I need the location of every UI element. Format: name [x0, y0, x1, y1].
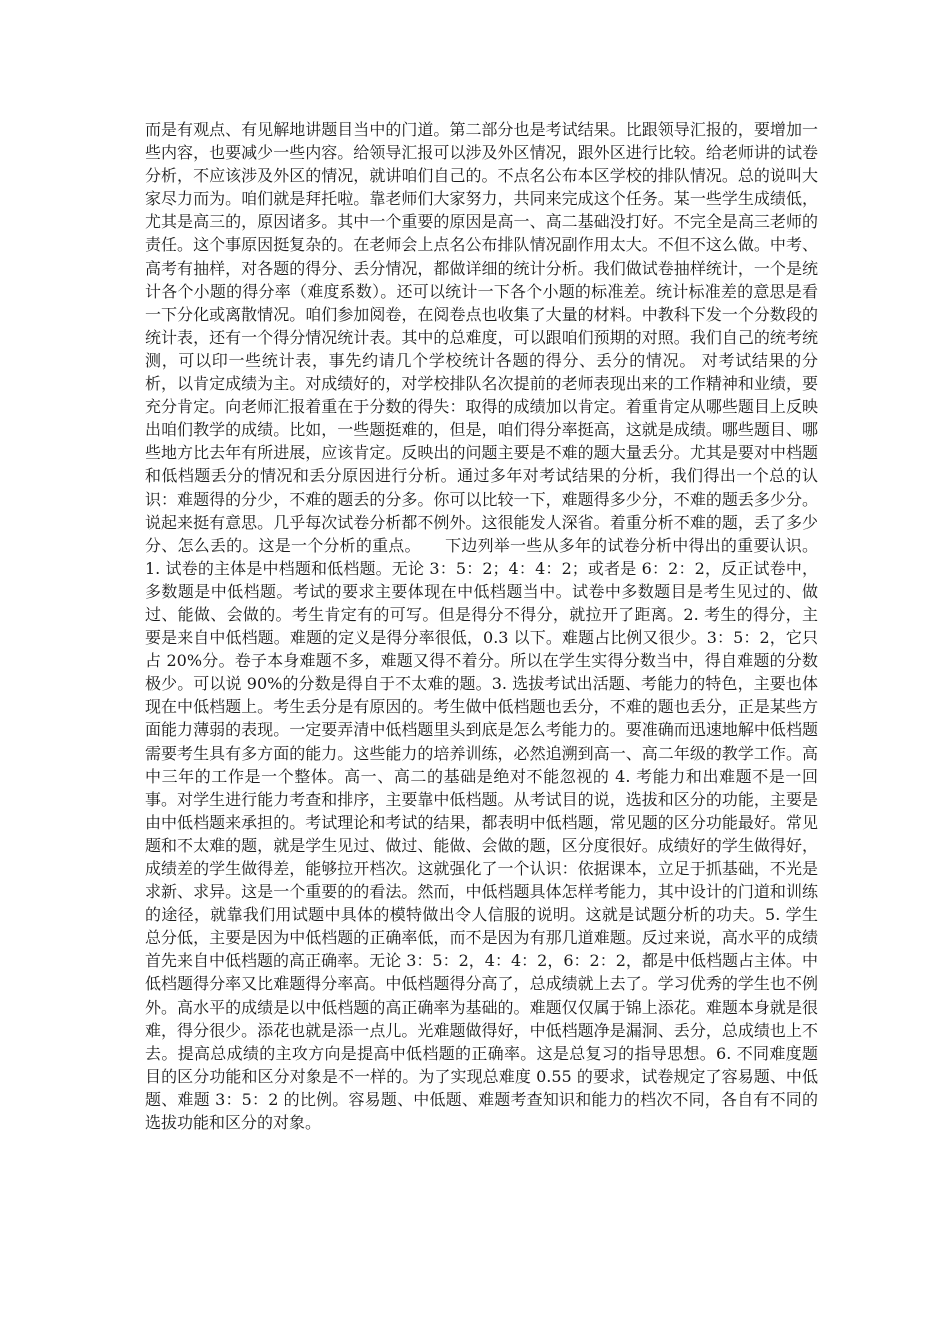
body-paragraph: 而是有观点、有见解地讲题目当中的门道。第二部分也是考试结果。比跟领导汇报的，要增加一些内容，也要减少一些内容。给领导汇报可以涉及外区情况，跟外区进行比较。给老师讲的试卷分析，不应该涉及外区的情况，就讲咱们自己的。不点名公布本区学校的排队情况。总的说叫大家尽力而为。咱们就是拜托啦。靠老师们大家努力，共同来完成这个任务。某一些学生成绩低，尤其是高三的，原因诸多。其中一个重要的原因是高一、高二基础没打好。不完全是高三老师的责任。这个事原因挺复杂的。在老师会上点名公布排队情况副作用太大。不但不这么做。中考、高考有抽样，对各题的得分、丢分情况，都做详细的统计分析。我们做试卷抽样统计，一个是统计各个小题的得分率（难度系数）。还可以统计一下各个小题的标准差。统计标准差的意思是看一下分化或离散情况。咱们参加阅卷，在阅卷点也收集了大量的材料。中教科下发一个分数段的统计表，还有一个得分情况统计表。其中的总难度，可以跟咱们预期的对照。我们自己的统考统测，可以印一些统计表，事先约请几个学校统计各题的得分、丢分的情况。 对考试结果的分析，以肯定成绩为主。对成绩好的，对学校排队名次提前的老师表现出来的工作精神和业绩，要充分肯定。向老师汇报着重在于分数的得失：取得的成绩加以肯定。着重肯定从哪些题目上反映出咱们教学的成绩。比如，一些题挺难的，但是，咱们得分率挺高，这就是成绩。哪些题目、哪些地方比去年有所进展，应该肯定。反映出的问题主要是不难的题大量丢分。尤其是要对中档题和低档题丢分的情况和丢分原因进行分析。通过多年对考试结果的分析，我们得出一个总的认识：难题得的分少，不难的题丢的分多。你可以比较一下，难题得多少分，不难的题丢多少分。说起来挺有意思。几乎每次试卷分析都不例外。这很能发人深省。着重分析不难的题，丢了多少分、怎么丢的。这是一个分析的重点。 下边列举一些从多年的试卷分析中得出的重要认识。1. 试卷的主体是中档题和低档题。无论 3：5：2；4：4：2；或者是 6：2：2，反正试卷中，多数题是中低档题。考试的要求主要体现在中低档题当中。试卷中多数题目是考生见过的、做过、能做、会做的。考生肯定有的可写。但是得分不得分，就拉开了距离。2. 考生的得分，主要是来自中低档题。难题的定义是得分率很低，0.3 以下。难题占比例又很少。3：5：2，它只占 20%分。卷子本身难题不多，难题又得不着分。所以在学生实得分数当中，得自难题的分数极少。可以说 90%的分数是得自于不太难的题。3. 选拔考试出活题、考能力的特色，主要也体现在中低档题上。考生丢分是有原因的。考生做中低档题也丢分，不难的题也丢分，正是某些方面能力薄弱的表现。一定要弄清中低档题里头到底是怎么考能力的。要准确而迅速地解中低档题需要考生具有多方面的能力。这些能力的培养训练，必然追溯到高一、高二年级的教学工作。高中三年的工作是一个整体。高一、高二的基础是绝对不能忽视的 4. 考能力和出难题不是一回事。对学生进行能力考查和排序，主要靠中低档题。从考试目的说，选拔和区分的功能，主要是由中低档题来承担的。考试理论和考试的结果，都表明中低档题，常见题的区分功能最好。常见题和不太难的题，就是学生见过、做过、能做、会做的题，区分度很好。成绩好的学生做得好，成绩差的学生做得差，能够拉开档次。这就强化了一个认识：依据课本，立足于抓基础，不光是求新、求异。这是一个重要的的看法。然而，中低档题具体怎样考能力，其中设计的门道和训练的途径，就靠我们用试题中具体的模特做出令人信服的说明。这就是试题分析的功夫。5. 学生总分低，主要是因为中低档题的正确率低，而不是因为有那几道难题。反过来说，高水平的成绩首先来自中低档题的高正确率。无论 3：5：2，4：4：2，6：2：2，都是中低档题占主体。中低档题得分率又比难题得分率高。中低档题得分高了，总成绩就上去了。学习优秀的学生也不例外。高水平的成绩是以中低档题的高正确率为基础的。难题仅仅属于锦上添花。难题本身就是很难，得分很少。添花也就是添一点儿。光难题做得好，中低档题净是漏洞、丢分，总成绩也上不去。提高总成绩的主攻方向是提高中低档题的正确率。这是总复习的指导思想。6. 不同难度题目的区分功能和区分对象是不一样的。为了实现总难度 0.55 的要求，试卷规定了容易题、中低题、难题 3：5：2 的比例。容易题、中低题、难题考查知识和能力的档次不同，各自有不同的选拔功能和区分的对象。	[145, 120, 818, 1133]
